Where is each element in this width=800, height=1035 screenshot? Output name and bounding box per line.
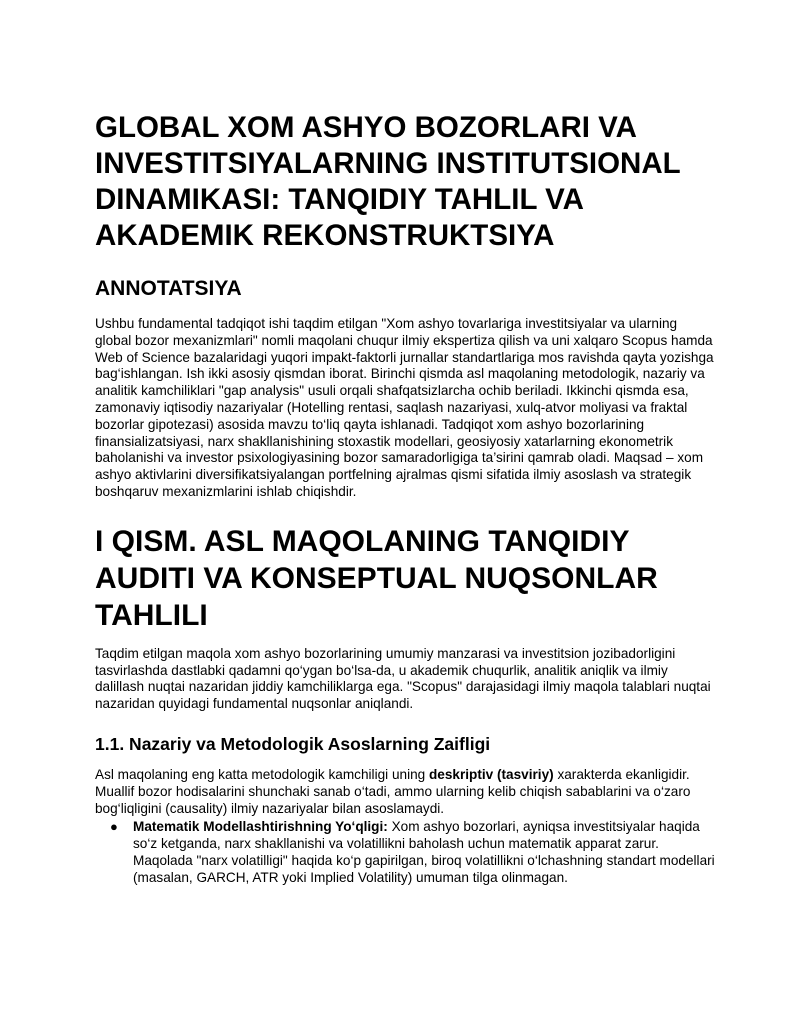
subsection-paragraph-start: Asl maqolaning eng katta metodologik kamchiligi uning <box>95 766 429 782</box>
bullet-icon: ● <box>110 819 118 835</box>
document-page <box>95 110 715 887</box>
document-title: GLOBAL XOM ASHYO BOZORLARI VA INVESTITSIYALARNING INSTITUTSIONAL DINAMIKASI: TANQIDIY TAHLIL VA AKADEMIK REKONSTRUKTSIYA <box>95 111 681 252</box>
subsection-paragraph <box>95 767 715 817</box>
section-intro: Taqdim etilgan maqola xom ashyo bozorlarining umumiy manzarasi va investitsion jozibadorligini tasvirlashda dastlabki qadamni qo‘ygan bo‘lsa-da, u akademik chuqurlik, analitik aniqlik va ilmiy dalillash nuqtai nazaridan jiddiy kamchiliklarga ega. "Scopus" darajasidagi ilmiy maqola talablari nuqtai nazaridan quyidagi fundamental nuqsonlar aniqlandi. <box>95 645 711 712</box>
annotation-text: Ushbu fundamental tadqiqot ishi taqdim etilgan "Xom ashyo tovarlariga investitsiyalar va ularning global bozor mexanizmlari" nomli maqolani chuqur ilmiy ekspertiza qilish va uni xalqaro Scopus hamda Web of Science bazalaridagi yuqori impakt-faktorli jurnallar standartlariga mos ravishda qayta yozishga bag‘ishlangan. Ish ikki asosiy qismdan iborat. Birinchi qismda asl maqolaning metodologik, nazariy va analitik kamchiliklari "gap analysis" usuli orqali shafqatsizlarcha ochib beriladi. Ikkinchi qismda esa, zamonaviy iqtisodiy nazariyalar (Hotelling rentasi, saqlash nazariyasi, xulq-atvor moliyasi va fraktal bozorlar gipotezasi) asosida mavzu to‘liq qayta ishlanadi. Tadqiqot xom ashyo bozorlarining finansializatsiyasi, narx shakllanishining stoxastik modellari, geosiyosiy xatarlarning ekonometrik baholanishi va investor psixologiyasining bozor samaradorligiga ta’sirini qamrab oladi. Maqsad – xom ashyo aktivlarini diversifikatsiyalangan portfelning ajralmas qismi sifatida ilmiy asoslash va strategik boshqaruv mexanizmlarini ishlab chiqishdir. <box>95 316 714 499</box>
bullet-item-bold: Matematik Modellashtirishning Yo‘qligi: <box>133 819 388 835</box>
subsection-heading: 1.1. Nazariy va Metodologik Asoslarning Zaifligi <box>95 733 491 754</box>
section-heading: I QISM. ASL MAQOLANING TANQIDIY AUDITI VA KONSEPTUAL NUQSONLAR TAHLILI <box>95 524 658 632</box>
annotation-heading: ANNOTATSIYA <box>95 277 242 300</box>
subsection-paragraph-bold: deskriptiv (tasviriy) <box>429 766 554 782</box>
bullet-list <box>95 819 715 886</box>
bullet-item <box>95 819 715 886</box>
bullet-item-text: Xom ashyo bozorlari, ayniqsa investitsiyalar haqida so‘z ketganda, narx shakllanishi va volatillikni baholash uchun matematik apparat zarur. Maqolada "narx volatilligi" haqida ko‘p gapirilgan, biroq volatillikni o‘lchashning standart modellari (masalan, GARCH, ATR yoki Implied Volatility) umuman tilga olinmagan. <box>133 819 715 885</box>
subsection-paragraph-end: xarakterda ekanligidir. Muallif bozor hodisalarini shunchaki sanab o‘tadi, ammo ularning kelib chiqish sabablarini va o‘zaro bog‘liqligini (causality) ilmiy nazariyalar bilan asoslamaydi. <box>95 766 691 816</box>
